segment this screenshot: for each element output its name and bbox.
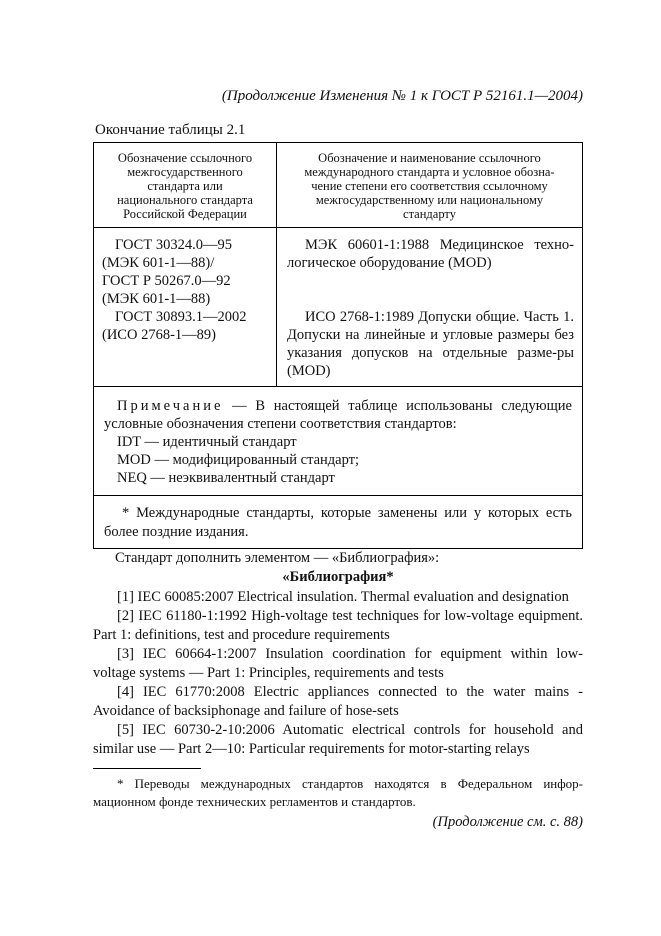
note-label: Примечание xyxy=(117,398,224,414)
table-caption: Окончание таблицы 2.1 xyxy=(95,122,246,138)
col1-cell xyxy=(94,228,277,387)
lead-text: Стандарт дополнить элементом — «Библиография»: xyxy=(115,550,440,566)
bib-item: [5] IEC 60730-2-10:2006 Automatic electrical controls for household and similar use — Part 2—10: Particular requirements for motor-starting relays xyxy=(93,722,583,757)
footnote-divider xyxy=(93,768,201,769)
continuation-note: (Продолжение см. с. 88) xyxy=(432,814,583,830)
table-note xyxy=(94,387,583,496)
col1-header: Обозначение ссылочного межгосударственного стандарта или национального стандарта Российской Федерации xyxy=(94,143,277,228)
bib-item: [4] IEC 61770:2008 Electric appliances connected to the water mains - Avoidance of backsiphonage and failure of hose-sets xyxy=(93,684,583,719)
footnote: * Переводы международных стандартов находятся в Федеральном инфор-мационном фонде технических регламентов и стандартов. xyxy=(93,776,583,809)
table-row: ГОСТ Р 50267.0—92 xyxy=(102,273,231,289)
table-row: (ИСО 2768-1—89) xyxy=(102,327,216,343)
bib-item: [1] IEC 60085:2007 Electrical insulation. Thermal evaluation and designation xyxy=(117,589,569,605)
table-row: ГОСТ 30893.1—2002 xyxy=(115,309,247,325)
col2-header: Обозначение и наименование ссылочного международного стандарта и условное обозна- чение степени его соответствия ссылочному межгосударственному или национальному стандарту xyxy=(277,143,583,228)
table-footnote: * Международные стандарты, которые заменены или у которых есть более поздние издания. xyxy=(94,496,583,549)
standards-table xyxy=(93,142,583,549)
bibliography-title: «Библиография* xyxy=(282,569,394,585)
col2-cell xyxy=(277,228,583,387)
bib-item: [2] IEC 61180-1:1992 High-voltage test techniques for low-voltage equipment. Part 1: definitions, test and procedure requirements xyxy=(93,608,583,643)
intl-standard-2: ИСО 2768-1:1989 Допуски общие. Часть 1. Допуски на линейные и угловые размеры без указания допусков на отдельные разме-ры (MOD) xyxy=(287,309,574,379)
note-item: IDT — идентичный стандарт xyxy=(117,434,297,450)
note-item: NEQ — неэквивалентный стандарт xyxy=(117,470,335,486)
table-row: (МЭК 601-1—88)/ xyxy=(102,255,215,271)
page-header: (Продолжение Изменения № 1 к ГОСТ Р 52161.1—2004) xyxy=(221,88,583,104)
note-text: — В настоящей таблице использованы следующие условные обозначения степени соответствия стандартов: xyxy=(104,398,572,432)
note-item: MOD — модифицированный стандарт; xyxy=(117,452,360,468)
table-row: (МЭК 601-1—88) xyxy=(102,291,211,307)
table-row: ГОСТ 30324.0—95 xyxy=(115,237,232,253)
intl-standard-1: МЭК 60601-1:1988 Медицинское техно-логическое оборудование (MOD) xyxy=(287,237,574,271)
bib-item: [3] IEC 60664-1:2007 Insulation coordination for equipment within low-voltage systems — Part 1: Principles, requirements and tests xyxy=(93,646,583,681)
